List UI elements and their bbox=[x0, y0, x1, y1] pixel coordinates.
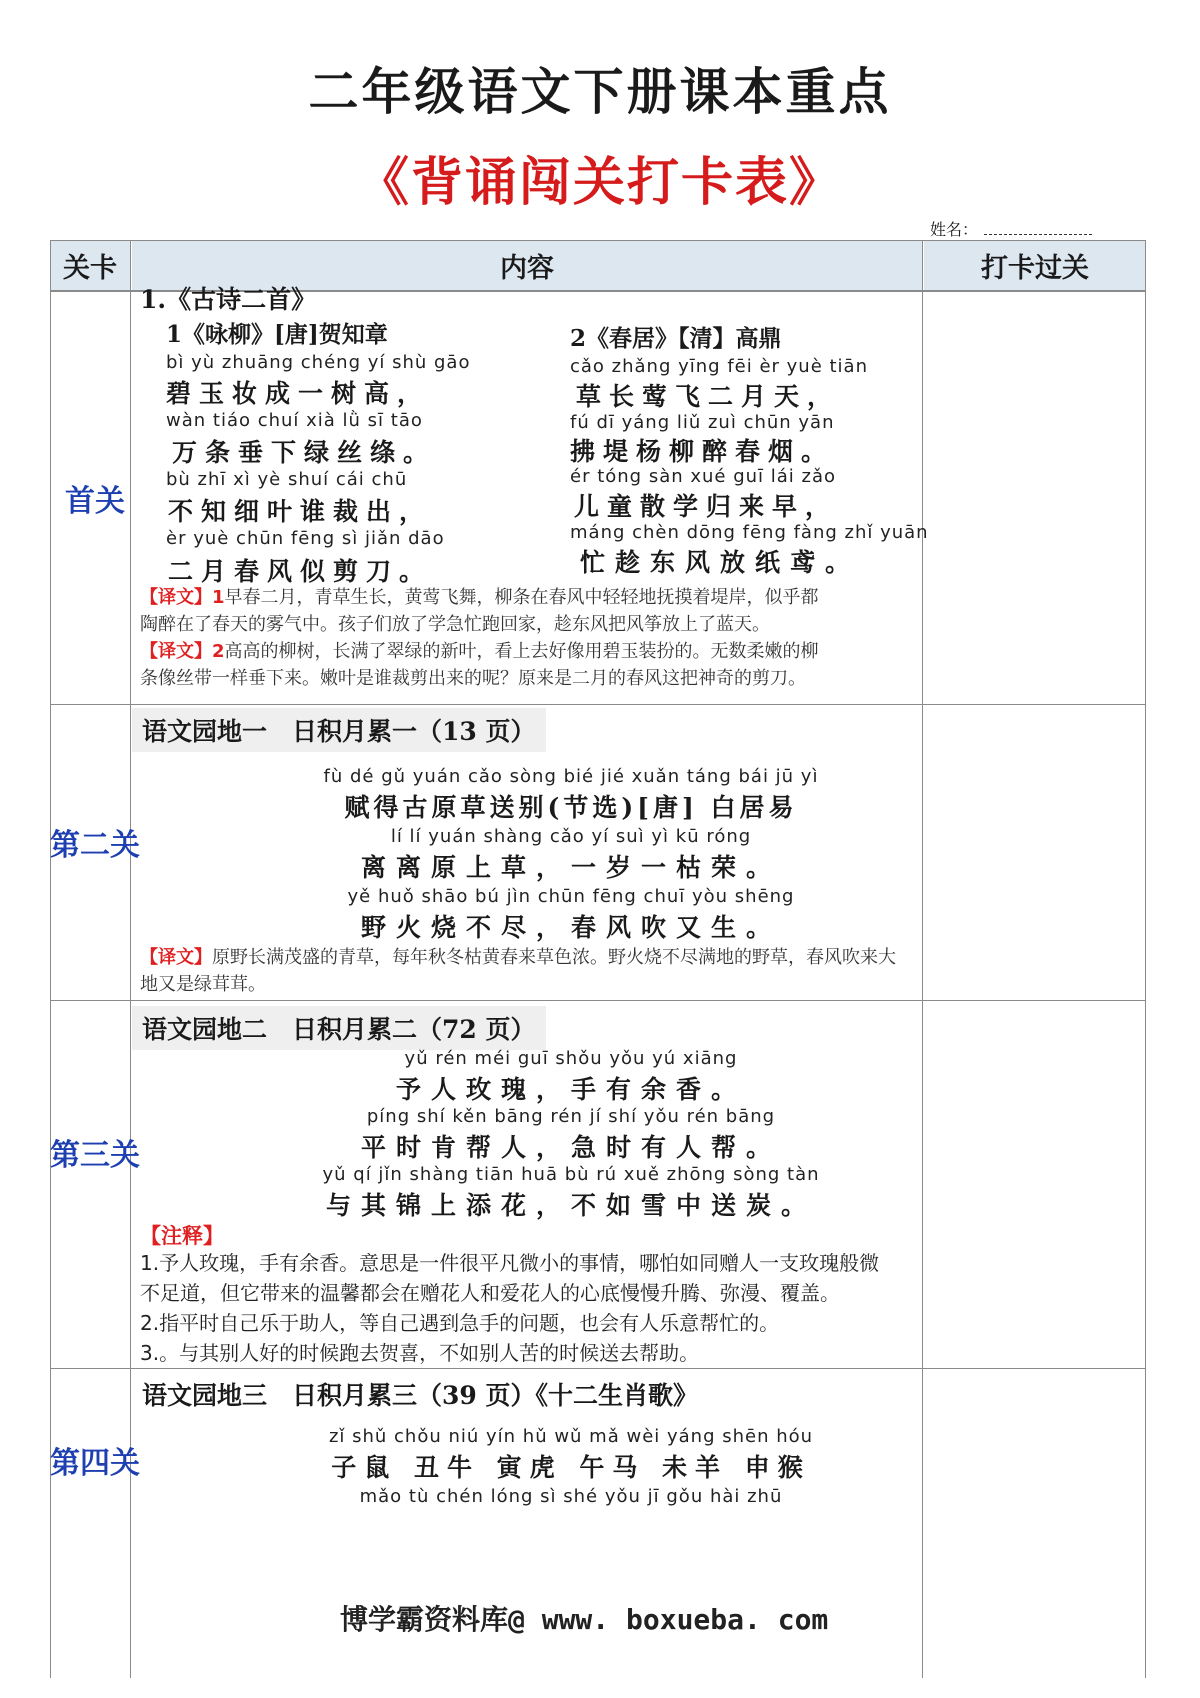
poem1-pinyin-2: wàn tiáo chuí xià lǜ sī tāo bbox=[166, 410, 423, 431]
section4-heading: 语文园地三 日积月累三（39 页）《十二生肖歌》 bbox=[142, 1381, 698, 1410]
poem2-title: 2《春居》【清】高鼎 bbox=[570, 325, 782, 352]
sec3-note-4: 3.。与其别人好的时候跑去贺喜，不如别人苦的时候送去帮助。 bbox=[140, 1341, 700, 1365]
poem1-line-3: 不知细叶谁裁出， bbox=[168, 497, 433, 526]
sec3-note-3: 2.指平时自己乐于助人，等自己遇到急手的问题，也会有人乐意帮忙的。 bbox=[140, 1311, 780, 1335]
sec2-translation bbox=[140, 944, 916, 998]
level-label-1: 首关 bbox=[65, 484, 125, 519]
sec2-pinyin-1: fù dé gǔ yuán cǎo sòng bié jié xuǎn táng bái jū yì bbox=[323, 766, 819, 787]
poem1-pinyin-3: bù zhī xì yè shuí cái chū bbox=[166, 469, 408, 490]
translation-tag-2: 【译文】2 bbox=[140, 641, 225, 662]
poem2-line-1: 草长莺飞二月天， bbox=[576, 382, 841, 411]
poem2-pinyin-3: ér tóng sàn xué guī lái zǎo bbox=[570, 466, 837, 487]
sec2-line-2: 离离原上草，一岁一枯荣。 bbox=[360, 853, 781, 882]
poem2-line-4: 忙趁东风放纸鸢。 bbox=[580, 548, 861, 577]
name-label: 姓名： bbox=[930, 220, 979, 239]
check-cell-1[interactable] bbox=[924, 292, 1144, 703]
sec3-note-1: 1.予人玫瑰，手有余香。意思是一件很平凡微小的事情，哪怕如同赠人一支玫瑰般微 bbox=[140, 1251, 880, 1275]
sec3-note-2: 不足道，但它带来的温馨都会在赠花人和爱花人的心底慢慢升腾、弥漫、覆盖。 bbox=[140, 1281, 840, 1305]
translation-2a: 高高的柳树，长满了翠绿的新叶，看上去好像用碧玉装扮的。无数柔嫩的柳 bbox=[224, 641, 819, 662]
sec4-line-1: 子鼠 丑牛 寅虎 午马 未羊 申猴 bbox=[331, 1453, 811, 1482]
translation-2b: 条像丝带一样垂下来。嫩叶是谁裁剪出来的呢？原来是二月的春风这把神奇的剪刀。 bbox=[140, 668, 806, 689]
poem1-line-2: 万条垂下绿丝绦。 bbox=[172, 438, 437, 467]
poem2-line-2: 拂堤杨柳醉春烟。 bbox=[570, 437, 835, 466]
poem2-pinyin-1: cǎo zhǎng yīng fēi èr yuè tiān bbox=[570, 356, 868, 377]
name-blank[interactable] bbox=[984, 220, 1092, 235]
sec4-pinyin-2: mǎo tù chén lóng sì shé yǒu jī gǒu hài zhū bbox=[359, 1486, 783, 1507]
sec3-pinyin-2: píng shí kěn bāng rén jí shí yǒu rén bāng bbox=[366, 1106, 776, 1127]
poem1-line-4: 二月春风似剪刀。 bbox=[168, 557, 433, 586]
sec2-pinyin-2: lí lí yuán shàng cǎo yí suì yì kū róng bbox=[390, 826, 752, 847]
poem1-title: 1《咏柳》[唐]贺知章 bbox=[166, 321, 388, 348]
sec3-note-tag: 【注释】 bbox=[140, 1224, 224, 1248]
sec3-line-1: 予人玫瑰，手有余香。 bbox=[395, 1075, 746, 1104]
level-label-4: 第四关 bbox=[50, 1446, 140, 1481]
poem1-pinyin-1: bì yù zhuāng chéng yí shù gāo bbox=[166, 352, 471, 373]
watermark: 博学霸资料库@ www. boxueba. com bbox=[340, 1603, 829, 1636]
translation-block bbox=[140, 584, 910, 692]
sec2-line-1: 赋得古原草送别(节选)[唐] 白居易 bbox=[344, 793, 798, 822]
translation-1a: 早春二月，青草生长，黄莺飞舞，柳条在春风中轻轻地抚摸着堤岸，似乎都 bbox=[224, 587, 819, 608]
sec2-translation-tag: 【译文】 bbox=[140, 947, 212, 968]
sec2-translation-a: 原野长满茂盛的青草，每年秋冬枯黄春来草色浓。野火烧不尽满地的野草，春风吹来大 bbox=[212, 947, 896, 968]
level-label-3: 第三关 bbox=[50, 1138, 140, 1173]
table-border-top bbox=[50, 240, 1146, 241]
header-content: 内容 bbox=[132, 240, 922, 290]
poem1-pinyin-4: èr yuè chūn fēng sì jiǎn dāo bbox=[166, 528, 445, 549]
poem2-pinyin-4: máng chèn dōng fēng fàng zhǐ yuān bbox=[570, 522, 929, 543]
table-border-right bbox=[1145, 240, 1146, 1678]
page-subtitle: 《背诵闯关打卡表》 bbox=[356, 152, 843, 213]
poem1-line-1: 碧玉妆成一树高， bbox=[166, 379, 431, 408]
sec3-line-3: 与其锦上添花，不如雪中送炭。 bbox=[325, 1191, 816, 1220]
sec2-line-3: 野火烧不尽，春风吹又生。 bbox=[360, 913, 781, 942]
translation-tag-1: 【译文】1 bbox=[140, 587, 225, 608]
poem2-pinyin-2: fú dī yáng liǔ zuì chūn yān bbox=[570, 412, 835, 433]
header-check: 打卡过关 bbox=[924, 240, 1146, 290]
sec3-line-2: 平时肯帮人，急时有人帮。 bbox=[360, 1133, 781, 1162]
section3-heading: 语文园地二 日积月累二（72 页） bbox=[132, 1006, 546, 1050]
section1-heading: 1.《古诗二首》 bbox=[140, 285, 317, 314]
sec4-pinyin-1: zǐ shǔ chǒu niú yín hǔ wǔ mǎ wèi yáng shēn hóu bbox=[328, 1426, 814, 1447]
sec2-pinyin-3: yě huǒ shāo bú jìn chūn fēng chuī yòu shēng bbox=[347, 886, 795, 907]
translation-1b: 陶醉在了春天的雾气中。孩子们放了学急忙跑回家，趁东风把风筝放上了蓝天。 bbox=[140, 614, 770, 635]
sec3-notes bbox=[140, 1248, 916, 1368]
header-level: 关卡 bbox=[50, 240, 130, 290]
section2-heading: 语文园地一 日积月累一（13 页） bbox=[132, 708, 546, 752]
sec3-pinyin-3: yǔ qí jǐn shàng tiān huā bù rú xuě zhōng sòng tàn bbox=[322, 1164, 820, 1185]
check-cell-4[interactable] bbox=[924, 1369, 1144, 1677]
poem2-line-3: 儿童散学归来早， bbox=[574, 492, 839, 521]
page-title: 二年级语文下册课本重点 bbox=[308, 62, 892, 121]
level-label-2: 第二关 bbox=[50, 828, 140, 863]
name-field[interactable] bbox=[930, 217, 1092, 240]
sec2-translation-b: 地又是绿茸茸。 bbox=[140, 974, 266, 995]
sec3-pinyin-1: yǔ rén méi guī shǒu yǒu yú xiāng bbox=[404, 1048, 738, 1069]
